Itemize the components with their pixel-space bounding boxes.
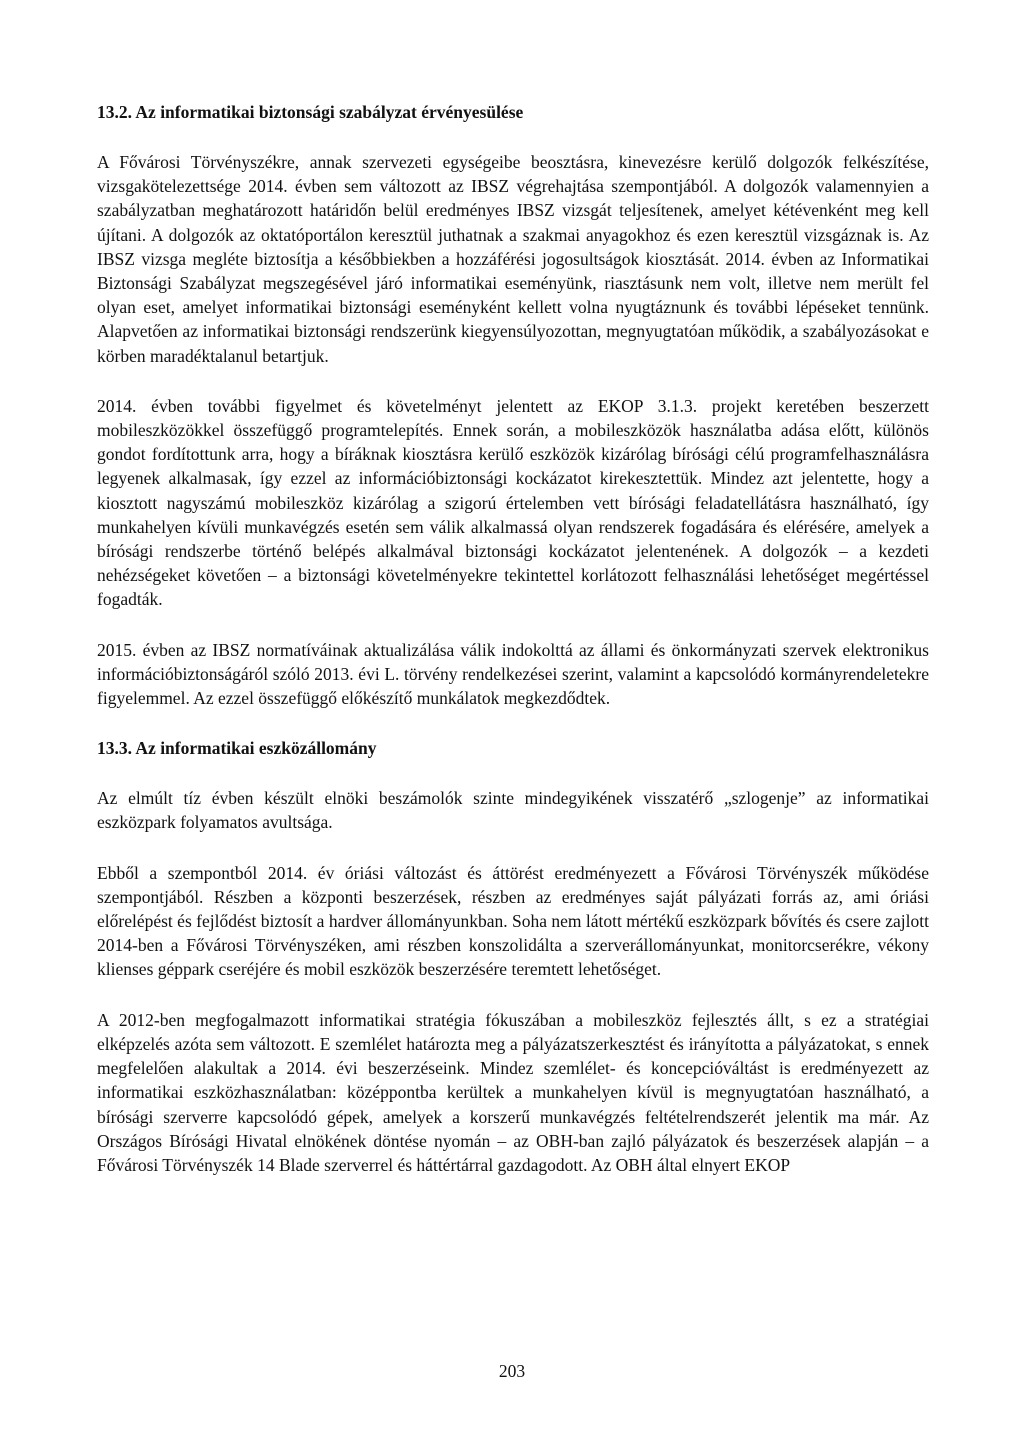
page-number: 203 [498, 1361, 526, 1381]
section-heading-13-3: 13.3. Az informatikai eszközállomány [97, 738, 377, 759]
paragraph: 2015. évben az IBSZ normatíváinak aktualizálása válik indokolttá az állami és önkormányzati szervek elektronikus információbiztonságáról szóló 2013. évi L. törvény rendelkezései szerint, valamint a kapcsolódó kormányrendeletekre figyelemmel. Az ezzel összefüggő előkészítő munkálatok megkezdődtek. [97, 639, 929, 709]
paragraph: A 2012-ben megfogalmazott informatikai stratégia fókuszában a mobileszköz fejlesztés állt, s ez a stratégiai elképzelés azóta sem változott. E szemlélet határozta meg a pályázatszerkesztést és irányította a pályázatokat, s ennek megfelelően alakultak a 2014. évi beszerzéseink. Mindez szemlélet- és koncepcióváltást is eredményezett az informatikai eszközhasználatban: középpontba kerültek a munkahelyen kívül is megnyugtatóan használható, a bírósági szerverre kapcsolódó gépek, amelyek a korszerű munkavégzés feltételrendszerét jelentik ma már. Az Országos Bírósági Hivatal elnökének döntése nyomán – az OBH-ban zajló pályázatok és beszerzések alapján – a Fővárosi Törvényszék 14 Blade szerverrel és háttértárral gazdagodott. Az OBH által elnyert EKOP [97, 1009, 929, 1175]
paragraph: A Fővárosi Törvényszékre, annak szervezeti egységeibe beosztásra, kinevezésre kerülő dolgozók felkészítése, vizsgakötelezettsége 2014. évben sem változott az IBSZ végrehajtása szempontjából. A dolgozók valamennyien a szabályzatban meghatározott határidőn belül eredményes IBSZ vizsgát teljesítenek, amelyet kétévenként meg kell újítani. A dolgozók az oktatóportálon keresztül juthatnak a szakmai anyagokhoz és ezen keresztül vizsgáznak is. Az IBSZ vizsga megléte biztosítja a későbbiekben a hozzáférési jogosultságok kiosztását. 2014. évben az Informatikai Biztonsági Szabályzat megszegésével járó informatikai eseményünk, riasztásunk nem volt, illetve nem merült fel olyan eset, amelyet informatikai biztonsági eseményként kellett volna nyugtáznunk és további lépéseket tennünk. Alapvetően az informatikai biztonsági rendszerünk kiegyensúlyozottan, megnyugtatóan működik, a szabályozásokat e körben maradéktalanul betartjuk. [97, 152, 929, 366]
paragraph: Az elmúlt tíz évben készült elnöki beszámolók szinte mindegyikének visszatérő „szlogenje” az informatikai eszközpark folyamatos avultsága. [97, 788, 929, 833]
document-page [97, 100, 929, 1203]
paragraph: Ebből a szempontból 2014. év óriási változást és áttörést eredményezett a Fővárosi Törvényszék működése szempontjából. Részben a központi beszerzések, részben az eredményes saját pályázati forrás az, ami óriási előrelépést és fejlődést biztosít a hardver állományunkban. Soha nem látott mértékű eszközpark bővítés és csere zajlott 2014-ben a Fővárosi Törvényszéken, ami részben konszolidálta a szerverállományunkat, monitorcserékre, vékony klienses géppark cseréjére és mobil eszközök beszerzésére teremtett lehetőséget. [97, 862, 929, 980]
section-heading-13-2: 13.2. Az informatikai biztonsági szabályzat érvényesülése [97, 102, 524, 122]
paragraph: 2014. évben további figyelmet és követelményt jelentett az EKOP 3.1.3. projekt keretében beszerzett mobileszközökkel összefüggő programtelepítés. Ennek során, a mobileszközök használatba adása előtt, különös gondot fordítottunk arra, hogy a bíráknak kiosztásra kerülő eszközök kizárólag bírósági célú programfelhasználásra legyenek alkalmasak, így ezzel az információbiztonsági kockázatot kirekesztettük. Mindez azt jelentette, hogy a kiosztott nagyszámú mobileszköz kizárólag a szigorú értelemben vett bírósági feladatellátásra használható, így munkahelyen kívüli munkavégzés esetén sem válik alkalmassá olyan rendszerek fogadására és elérésére, amelyek a bírósági rendszerbe történő belépés alkalmával biztonsági kockázatot jelentenének. A dolgozók – a kezdeti nehézségeket követően – a biztonsági követelményekre tekintettel korlátozott felhasználási lehetőséget megértéssel fogadták. [97, 395, 929, 610]
